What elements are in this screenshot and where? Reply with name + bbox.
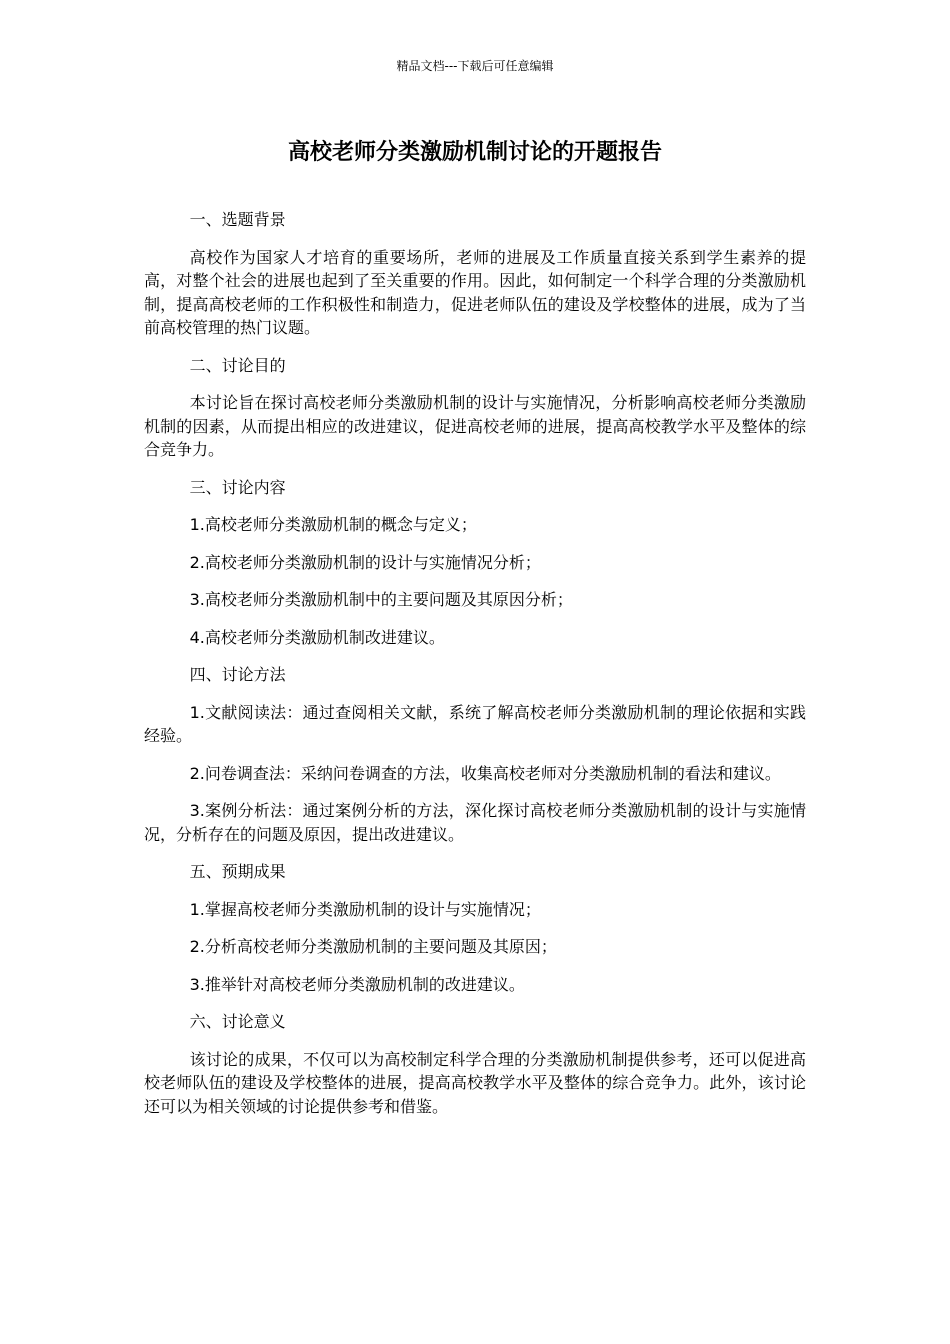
- method-item-1: 1.文献阅读法：通过查阅相关文献，系统了解高校老师分类激励机制的理论依据和实践经验。: [144, 702, 806, 745]
- section-heading-significance: 六、讨论意义: [189, 1012, 286, 1031]
- section-heading-content: 三、讨论内容: [189, 477, 286, 497]
- outcome-item-3: 3.推举针对高校老师分类激励机制的改进建议。: [189, 974, 525, 994]
- section-heading-outcomes: 五、预期成果: [189, 862, 286, 881]
- content-item-2: 2.高校老师分类激励机制的设计与实施情况分析；: [189, 552, 541, 572]
- outcome-item-1: 1.掌握高校老师分类激励机制的设计与实施情况；: [189, 899, 541, 919]
- page-header: 精品文档---下载后可任意编辑: [396, 59, 554, 73]
- document-body: [144, 208, 806, 1132]
- content-item-1: 1.高校老师分类激励机制的概念与定义；: [189, 515, 477, 534]
- outcome-item-2: 2.分析高校老师分类激励机制的主要问题及其原因；: [189, 937, 557, 956]
- document-title: 高校老师分类激励机制讨论的开题报告: [287, 140, 662, 165]
- method-item-3: 3.案例分析法：通过案例分析的方法，深化探讨高校老师分类激励机制的设计与实施情况，分析存在的问题及原因，提出改进建议。: [144, 801, 806, 844]
- content-item-4: 4.高校老师分类激励机制改进建议。: [189, 627, 445, 647]
- section-heading-background: 一、选题背景: [189, 210, 286, 229]
- content-item-3: 3.高校老师分类激励机制中的主要问题及其原因分析；: [189, 590, 573, 609]
- method-item-2: 2.问卷调查法：采纳问卷调查的方法，收集高校老师对分类激励机制的看法和建议。: [189, 763, 781, 783]
- section-heading-methods: 四、讨论方法: [189, 665, 286, 684]
- paragraph-significance: 该讨论的成果，不仅可以为高校制定科学合理的分类激励机制提供参考，还可以促进高校老师队伍的建设及学校整体的进展，提高高校教学水平及整体的综合竞争力。此外，该讨论还可以为相关领域的讨论提供参考和借鉴。: [144, 1049, 806, 1116]
- paragraph-background: 高校作为国家人才培育的重要场所，老师的进展及工作质量直接关系到学生素养的提高，对整个社会的进展也起到了至关重要的作用。因此，如何制定一个科学合理的分类激励机制，提高高校老师的工作积极性和制造力，促进老师队伍的建设及学校整体的进展，成为了当前高校管理的热门议题。: [144, 247, 806, 337]
- section-heading-purpose: 二、讨论目的: [189, 355, 286, 375]
- paragraph-purpose: 本讨论旨在探讨高校老师分类激励机制的设计与实施情况，分析影响高校老师分类激励机制的因素，从而提出相应的改进建议，促进高校老师的进展，提高高校教学水平及整体的综合竞争力。: [144, 393, 806, 459]
